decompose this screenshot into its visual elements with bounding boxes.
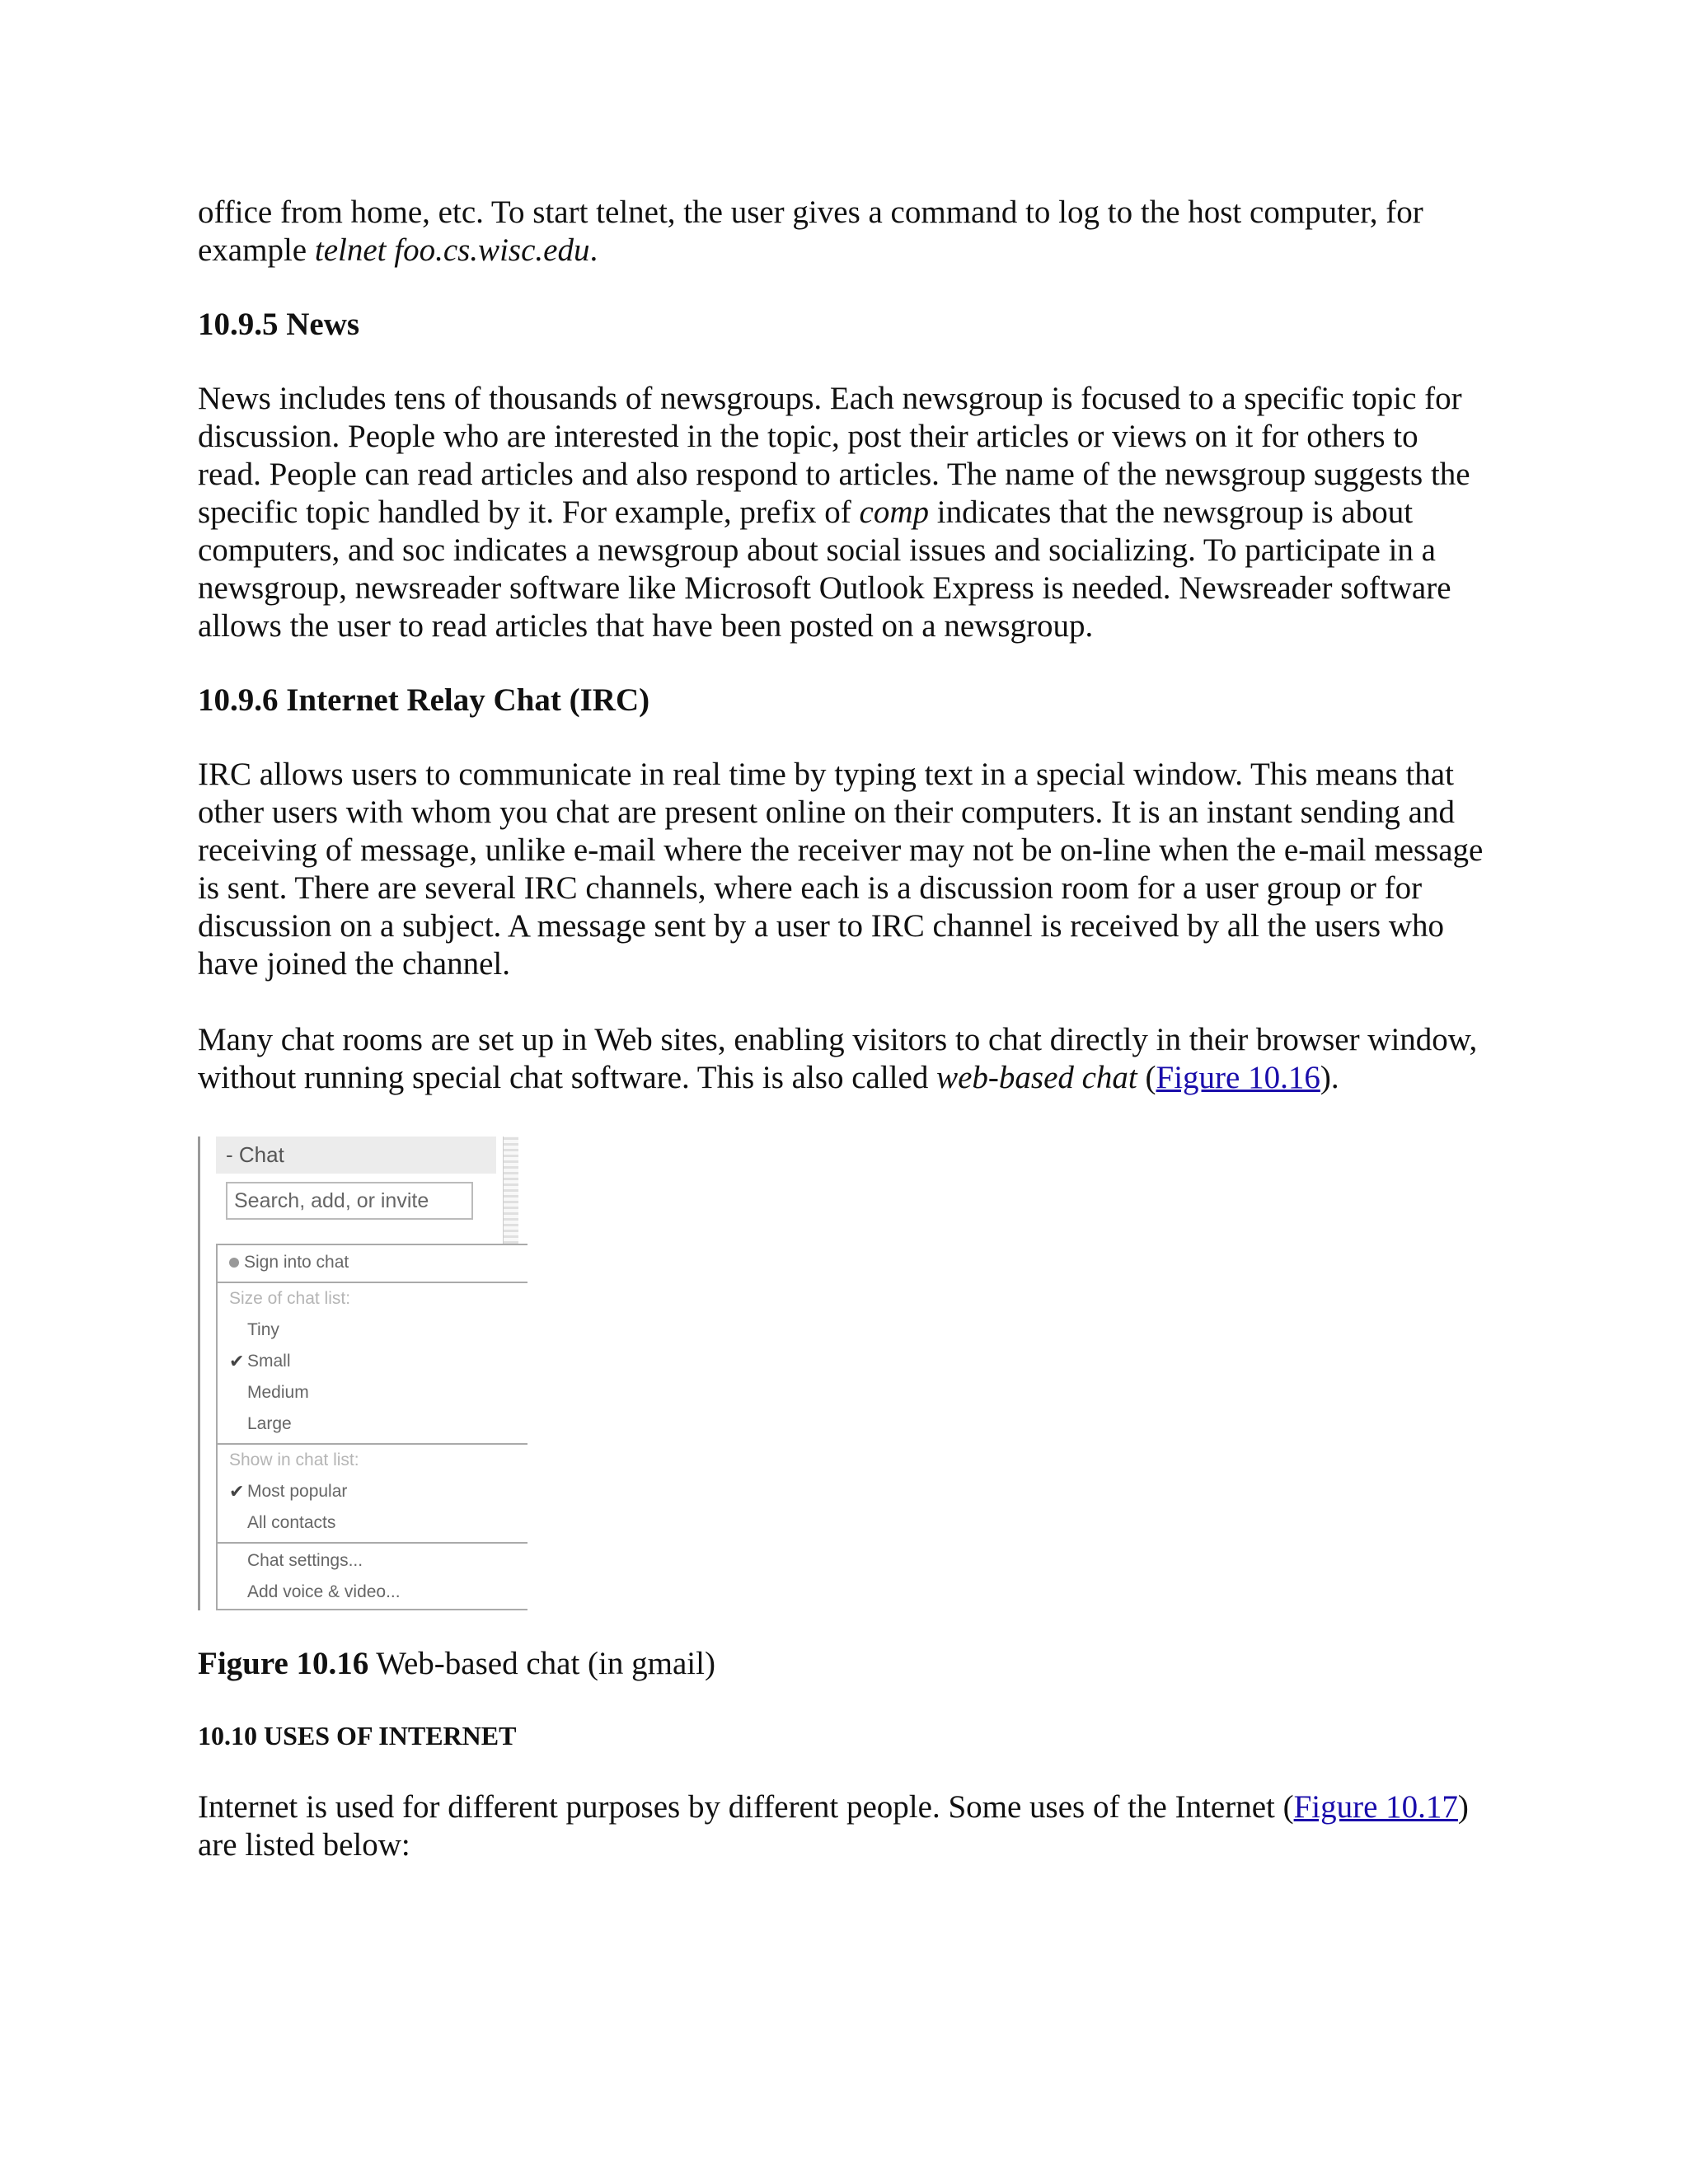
text: ). — [1320, 1060, 1339, 1095]
text: office from home, etc. To start telnet, the user gives a command to log to the host computer, for example — [198, 194, 1423, 268]
figure-link[interactable]: Figure 10.16 — [1156, 1060, 1320, 1095]
divider — [218, 1282, 528, 1283]
text: indicates that the newsgroup is about computers, and soc indicates a newsgroup about social issues and socializing. To participate in a newsgroup, newsreader software like Microsoft Outlook Express is needed. Newsreader software allows the user to read articles that have been posted on a newsgroup. — [198, 494, 1451, 644]
chat-menu — [216, 1244, 528, 1610]
divider — [218, 1542, 528, 1544]
show-label: Show in chat list: — [229, 1451, 359, 1469]
text: Internet is used for different purposes by different people. Some uses of the Internet ( — [198, 1789, 1294, 1825]
menu-item-most-popular[interactable]: Most popular — [247, 1482, 348, 1501]
size-label: Size of chat list: — [229, 1289, 351, 1308]
figure-border — [198, 1137, 200, 1610]
italic-text: comp — [859, 494, 929, 530]
menu-item-large[interactable]: Large — [247, 1414, 292, 1433]
text: Many chat rooms are set up in Web sites, enabling visitors to chat directly in their browser window, without running special chat software. This is also called — [198, 1022, 1478, 1095]
menu-item-medium[interactable]: Medium — [247, 1383, 309, 1402]
menu-label: Sign into chat — [244, 1253, 349, 1272]
scrollbar[interactable] — [503, 1137, 518, 1244]
webchat-paragraph — [198, 1021, 1484, 1097]
check-icon: ✔ — [229, 1351, 245, 1371]
text: . — [589, 232, 598, 268]
text: News includes tens of thousands of newsgroups. Each newsgroup is focused to a specific topic for discussion. People who are interested in the topic, post their articles or views on it for others to read. People can read articles and also respond to articles. The name of the newsgroup suggests the specific topic handled by it. For example, prefix of — [198, 381, 1470, 530]
menu-item-all-contacts[interactable]: All contacts — [247, 1513, 336, 1532]
irc-heading: 10.9.6 Internet Relay Chat (IRC) — [198, 682, 650, 718]
menu-item-voice-video[interactable]: Add voice & video... — [247, 1582, 401, 1601]
figure-bottom-border — [216, 1609, 528, 1610]
text: ( — [1137, 1060, 1156, 1095]
document-page — [198, 194, 1484, 1864]
chat-figure — [198, 1137, 528, 1610]
news-paragraph — [198, 380, 1484, 645]
divider — [218, 1443, 528, 1445]
uses-paragraph — [198, 1788, 1484, 1864]
menu-item-small[interactable]: Small — [247, 1352, 291, 1371]
menu-item-chat-settings[interactable]: Chat settings... — [247, 1551, 363, 1570]
italic-text: telnet foo.cs.wisc.edu — [314, 232, 590, 268]
news-heading: 10.9.5 News — [198, 307, 360, 342]
chat-search-input[interactable]: Search, add, or invite — [226, 1182, 473, 1220]
uses-heading: 10.10 USES OF INTERNET — [198, 1721, 517, 1750]
telnet-paragraph — [198, 194, 1484, 269]
chat-header[interactable]: - Chat — [216, 1137, 496, 1174]
status-dot-icon — [229, 1258, 239, 1268]
italic-text: web-based chat — [936, 1060, 1137, 1095]
figure-caption — [198, 1645, 1484, 1683]
irc-paragraph: IRC allows users to communicate in real time by typing text in a special window. This means that other users with whom you chat are present online on their computers. It is an instant sending and receiving of message, unlike e-mail where the receiver may not be on-line when the e-mail message is sent. There are several IRC channels, where each is a discussion room for a user group or for discussion on a subject. A message sent by a user to IRC channel is received by all the users who have joined the channel. — [198, 757, 1484, 982]
caption-label: Figure 10.16 — [198, 1646, 369, 1681]
caption-text: Web-based chat (in gmail) — [368, 1646, 715, 1681]
figure-link[interactable]: Figure 10.17 — [1293, 1789, 1458, 1825]
menu-item-sign-in[interactable] — [229, 1250, 349, 1275]
check-icon: ✔ — [229, 1481, 245, 1502]
text: ) are listed below: — [198, 1789, 1469, 1863]
menu-item-tiny[interactable]: Tiny — [247, 1320, 279, 1339]
